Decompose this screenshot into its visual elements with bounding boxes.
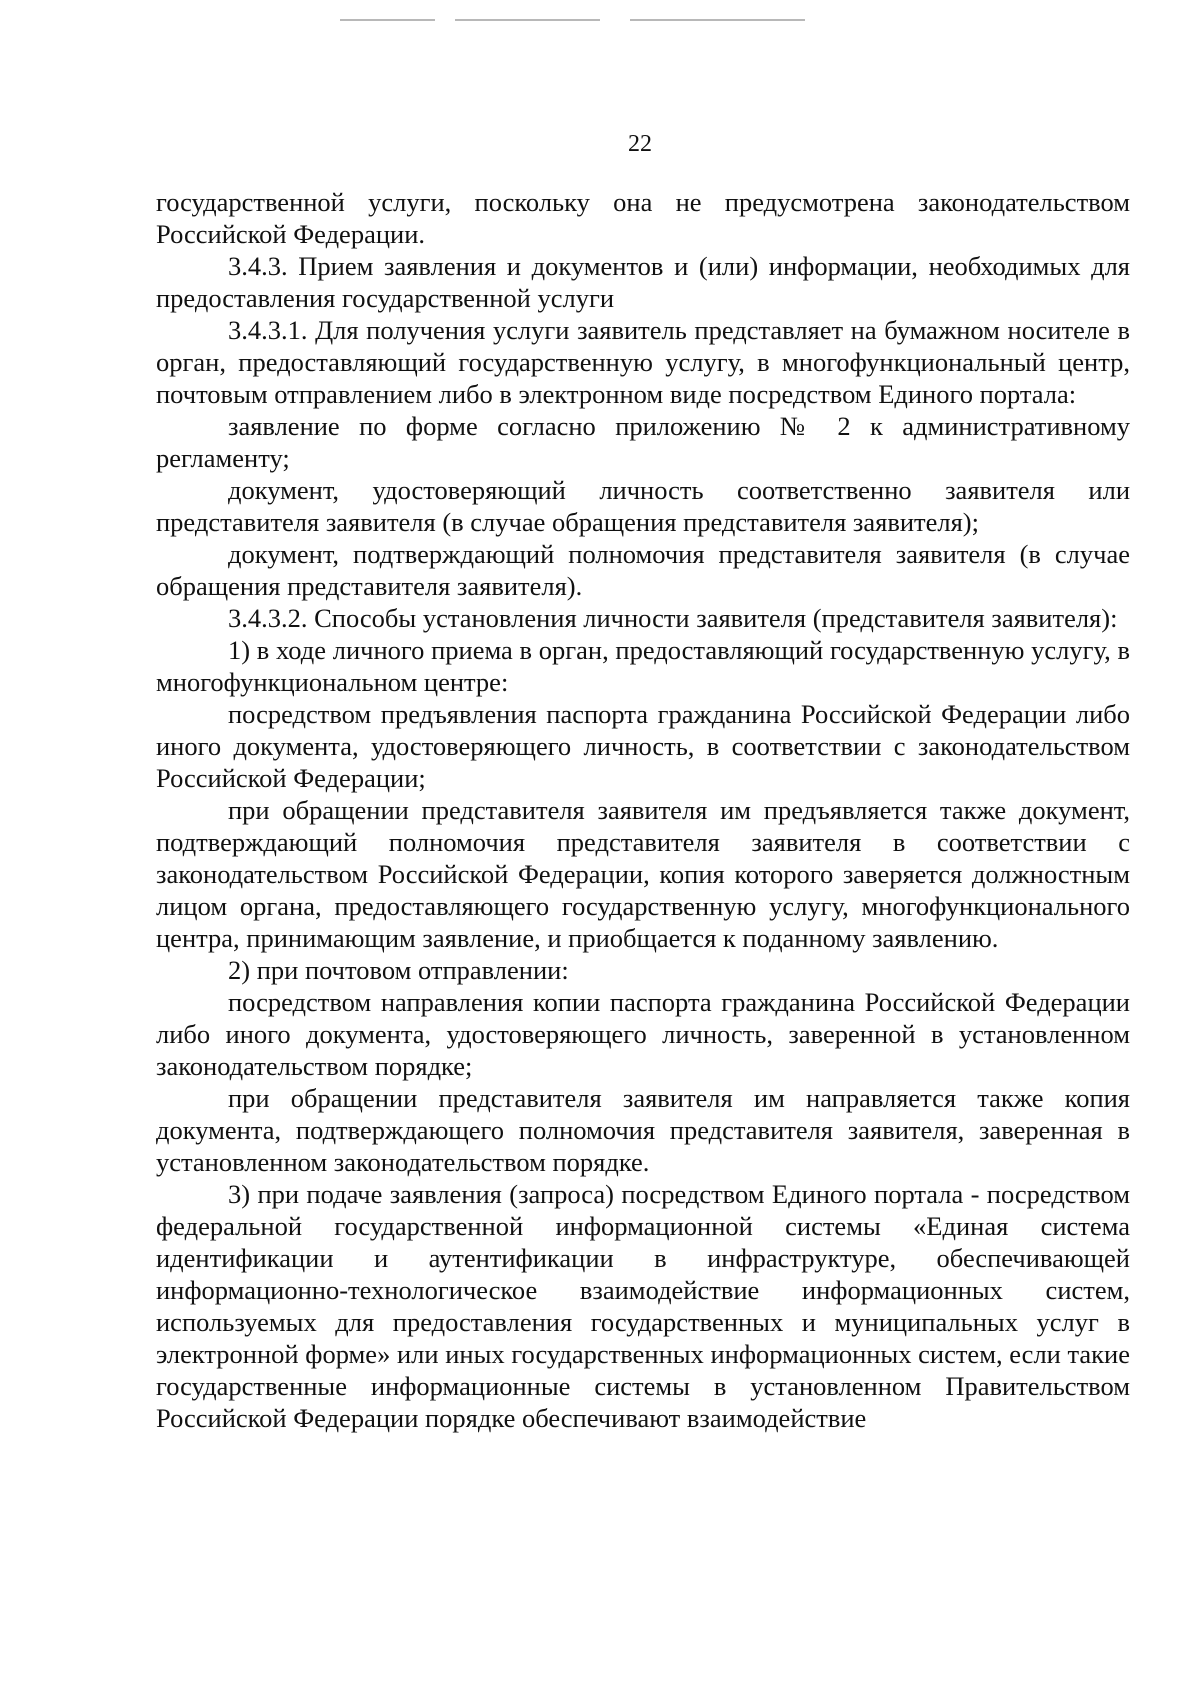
paragraph: 3.4.3. Прием заявления и документов и (или) информации, необходимых для предоставления государственной услуги [156, 251, 1130, 313]
scan-artifact-line [455, 19, 600, 21]
paragraph: при обращении представителя заявителя им направляется также копия документа, подтверждающего полномочия представителя заявителя, заверенная в установленном законодательством порядке. [156, 1083, 1130, 1177]
scan-artifact-line [630, 19, 805, 21]
page-number: 22 [628, 131, 652, 157]
paragraph: заявление по форме согласно приложению № 2 к административному регламенту; [156, 411, 1130, 473]
scan-artifact-line [340, 19, 435, 21]
paragraph: документ, подтверждающий полномочия представителя заявителя (в случае обращения представителя заявителя). [156, 539, 1130, 601]
paragraph: 2) при почтовом отправлении: [228, 955, 569, 985]
paragraph: документ, удостоверяющий личность соответственно заявителя или представителя заявителя (в случае обращения представителя заявителя); [156, 475, 1130, 537]
paragraph: 3.4.3.2. Способы установления личности заявителя (представителя заявителя): [228, 603, 1118, 633]
paragraph: 3) при подаче заявления (запроса) посредством Единого портала - посредством федеральной государственной информационной системы «Единая система идентификации и аутентификации в инфраструктуре, обеспечивающей информационно-технологическое взаимодействие информационных систем, используемых для предоставления государственных и муниципальных услуг в электронной форме» или иных государственных информационных систем, если такие государственные информационные системы в установленном Правительством Российской Федерации порядке обеспечивают взаимодействие [156, 1179, 1130, 1433]
paragraph: посредством направления копии паспорта гражданина Российской Федерации либо иного документа, удостоверяющего личность, заверенной в установленном законодательством порядке; [156, 987, 1130, 1081]
paragraph: посредством предъявления паспорта гражданина Российской Федерации либо иного документа, удостоверяющего личность, в соответствии с законодательством Российской Федерации; [156, 699, 1130, 793]
paragraph: 3.4.3.1. Для получения услуги заявитель представляет на бумажном носителе в орган, предоставляющий государственную услугу, в многофункциональный центр, почтовым отправлением либо в электронном виде посредством Единого портала: [156, 315, 1130, 409]
paragraph: 1) в ходе личного приема в орган, предоставляющий государственную услугу, в многофункциональном центре: [156, 635, 1130, 697]
document-body [156, 186, 1130, 1434]
paragraph: государственной услуги, поскольку она не предусмотрена законодательством Российской Федерации. [156, 187, 1130, 249]
paragraph: при обращении представителя заявителя им предъявляется также документ, подтверждающий полномочия представителя заявителя в соответствии с законодательством Российской Федерации, копия которого заверяется должностным лицом органа, предоставляющего государственную услугу, многофункционального центра, принимающим заявление, и приобщается к поданному заявлению. [156, 795, 1130, 953]
